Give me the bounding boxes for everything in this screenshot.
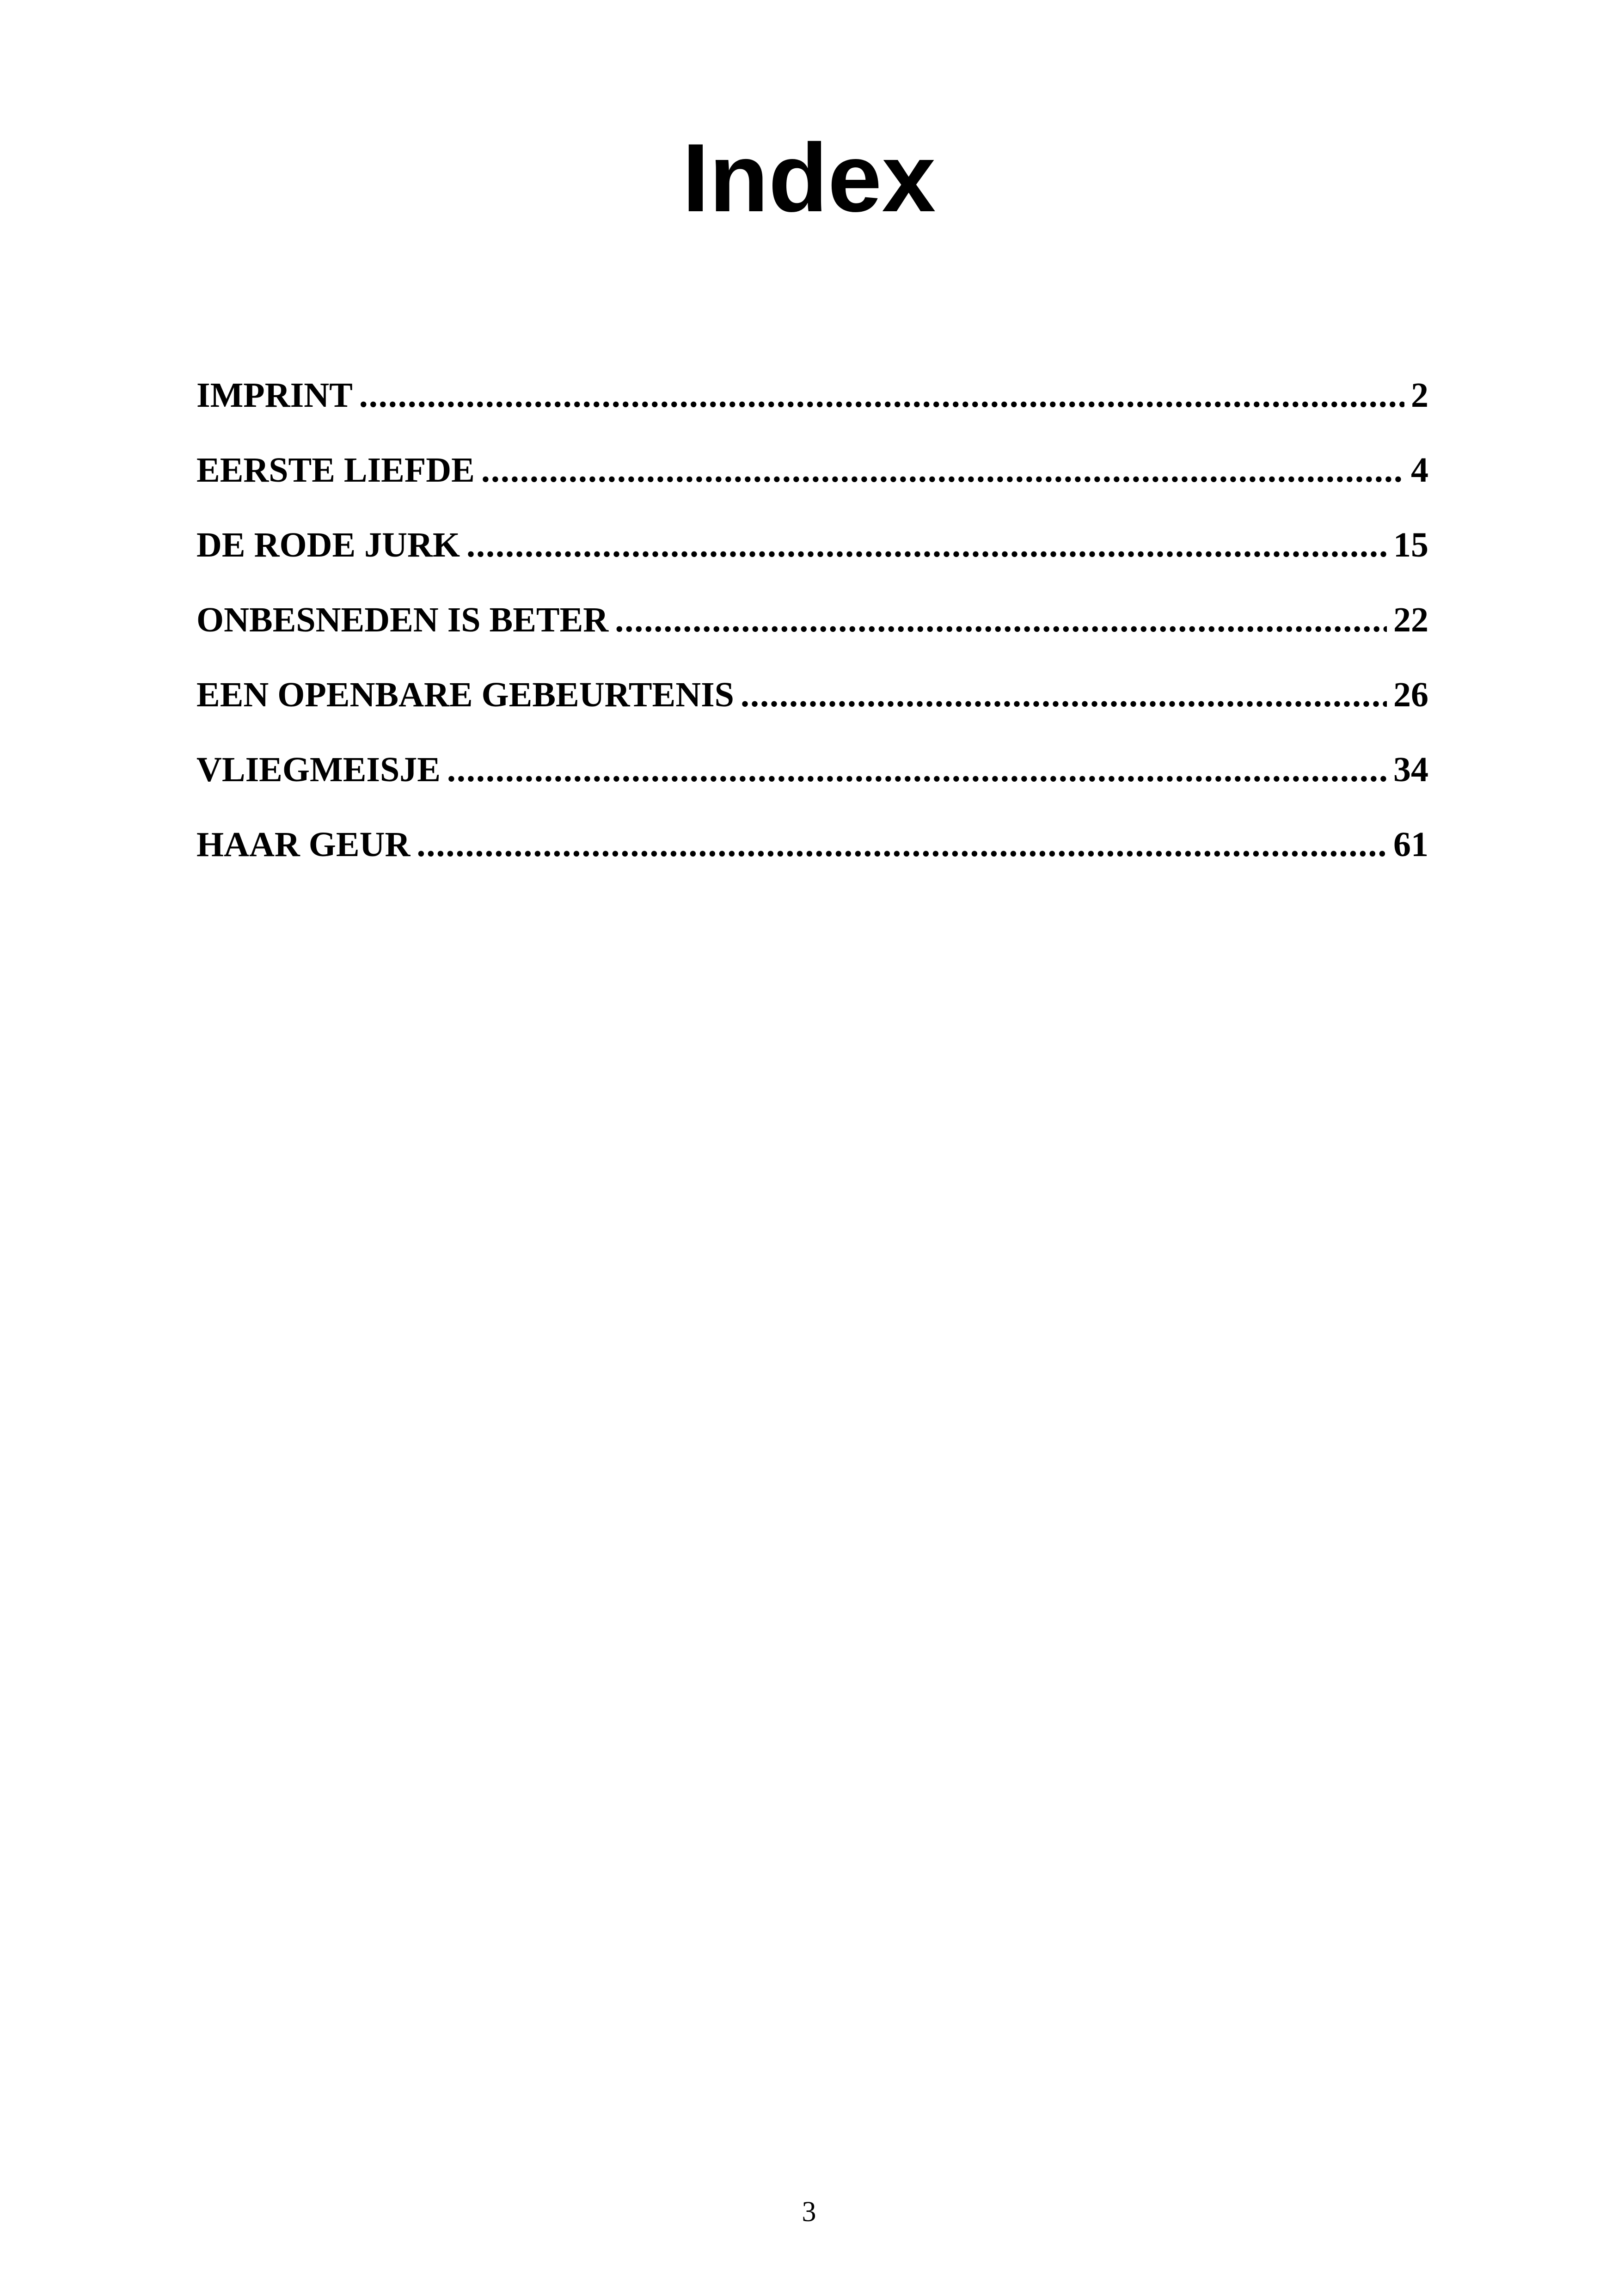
toc-entry-page: 61 (1393, 825, 1428, 864)
toc-entry-page: 2 (1411, 376, 1428, 415)
toc-entry-page: 4 (1411, 451, 1428, 490)
page-title: Index (682, 123, 936, 232)
toc-entry-label: EERSTE LIEFDE (196, 451, 475, 490)
toc-entry-page: 15 (1393, 526, 1428, 564)
toc-dot-leader (417, 814, 1387, 875)
toc-entry-label: HAAR GEUR (196, 825, 411, 864)
toc-entry-de-rode-jurk[interactable] (196, 515, 1428, 590)
toc-entry-label: ONBESNEDEN IS BETER (196, 600, 609, 639)
toc-dot-leader (359, 365, 1404, 425)
toc-entry-page: 34 (1393, 750, 1428, 789)
toc-entry-label: DE RODE JURK (196, 526, 460, 564)
toc-entry-label: EEN OPENBARE GEBEURTENIS (196, 675, 734, 714)
toc-entry-haar-geur[interactable] (196, 814, 1428, 889)
toc-dot-leader (741, 665, 1387, 725)
table-of-contents (196, 365, 1428, 889)
toc-dot-leader (481, 440, 1404, 500)
toc-entry-vliegmeisje[interactable] (196, 740, 1428, 814)
toc-entry-imprint[interactable] (196, 365, 1428, 440)
toc-entry-onbesneden-is-beter[interactable] (196, 590, 1428, 665)
toc-entry-label: VLIEGMEISJE (196, 750, 441, 789)
toc-entry-label: IMPRINT (196, 376, 353, 415)
toc-entry-page: 22 (1393, 600, 1428, 639)
page-number: 3 (802, 2196, 816, 2228)
toc-entry-eerste-liefde[interactable] (196, 440, 1428, 515)
toc-dot-leader (466, 515, 1387, 575)
toc-entry-page: 26 (1393, 675, 1428, 714)
toc-entry-een-openbare-gebeurtenis[interactable] (196, 665, 1428, 740)
toc-dot-leader (447, 740, 1387, 800)
toc-dot-leader (615, 590, 1387, 650)
